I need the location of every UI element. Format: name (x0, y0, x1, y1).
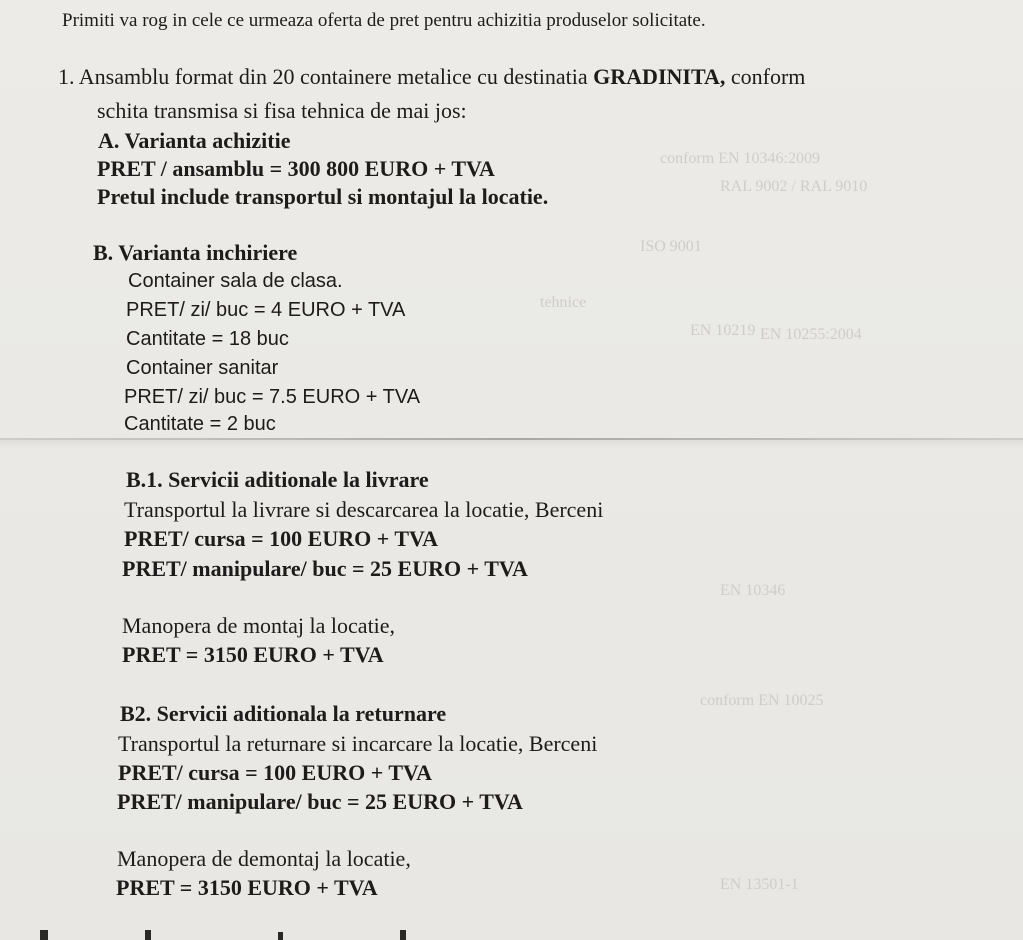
paper-fold-shadow (0, 440, 1023, 448)
section-b-line: Container sanitar (126, 357, 279, 379)
item1-text-prefix: 1. Ansamblu format din 20 containere metalice cu destinatia (58, 64, 594, 89)
bleed-through-text: ISO 9001 (640, 238, 702, 255)
bleed-through-text: EN 10255:2004 (760, 326, 862, 343)
bleed-through-text: tehnice (540, 294, 587, 311)
bleed-through-text: conform EN 10025 (700, 692, 824, 709)
section-b1-montaj-price: PRET = 3150 EURO + TVA (122, 642, 384, 667)
bleed-through-text: conform EN 10346:2009 (660, 150, 820, 167)
section-b1-title: B.1. Servicii aditionale la livrare (126, 467, 429, 492)
section-b1-price-manipulare: PRET/ manipulare/ buc = 25 EURO + TVA (122, 556, 528, 581)
section-b-line: PRET/ zi/ buc = 7.5 EURO + TVA (124, 386, 421, 408)
section-b-line: Container sala de clasa. (128, 270, 343, 292)
item1-text-suffix: conform (725, 64, 806, 89)
section-b2-price-manipulare: PRET/ manipulare/ buc = 25 EURO + TVA (117, 789, 523, 814)
bleed-through-text: EN 13501-1 (720, 876, 799, 893)
item1-heading (58, 64, 805, 90)
section-b2-title: B2. Servicii aditionala la returnare (120, 701, 447, 726)
section-b2-transport: Transportul la returnare si incarcare la locatie, Berceni (118, 731, 598, 756)
section-b-line: Cantitate = 18 buc (126, 328, 289, 350)
intro-text: Primiti va rog in cele ce urmeaza oferta de pret pentru achizitia produselor solicitate. (62, 10, 706, 31)
item1-destination: GRADINITA, (593, 64, 726, 89)
bleed-through-text: EN 10346 (720, 582, 786, 599)
section-b-line: PRET/ zi/ buc = 4 EURO + TVA (126, 299, 406, 321)
section-a-note: Pretul include transportul si montajul la locatie. (97, 184, 549, 209)
section-b2-demontaj: Manopera de demontaj la locatie, (117, 846, 411, 871)
section-b1-price-cursa: PRET/ cursa = 100 EURO + TVA (124, 526, 438, 551)
bleed-through-text: EN 10219 (690, 322, 756, 339)
item1-line2: schita transmisa si fisa tehnica de mai jos: (97, 98, 467, 123)
section-b1-transport: Transportul la livrare si descarcarea la locatie, Berceni (124, 497, 604, 522)
section-a-price: PRET / ansamblu = 300 800 EURO + TVA (97, 156, 495, 181)
section-b-title: B. Varianta inchiriere (93, 240, 298, 265)
section-b1-montaj: Manopera de montaj la locatie, (122, 613, 396, 638)
section-b2-demontaj-price: PRET = 3150 EURO + TVA (116, 875, 378, 900)
cut-off-text-line (40, 930, 480, 940)
section-b2-price-cursa: PRET/ cursa = 100 EURO + TVA (118, 760, 432, 785)
section-b-line: Cantitate = 2 buc (124, 413, 276, 435)
bleed-through-text: RAL 9002 / RAL 9010 (720, 178, 868, 195)
section-a-title: A. Varianta achizitie (98, 128, 291, 153)
